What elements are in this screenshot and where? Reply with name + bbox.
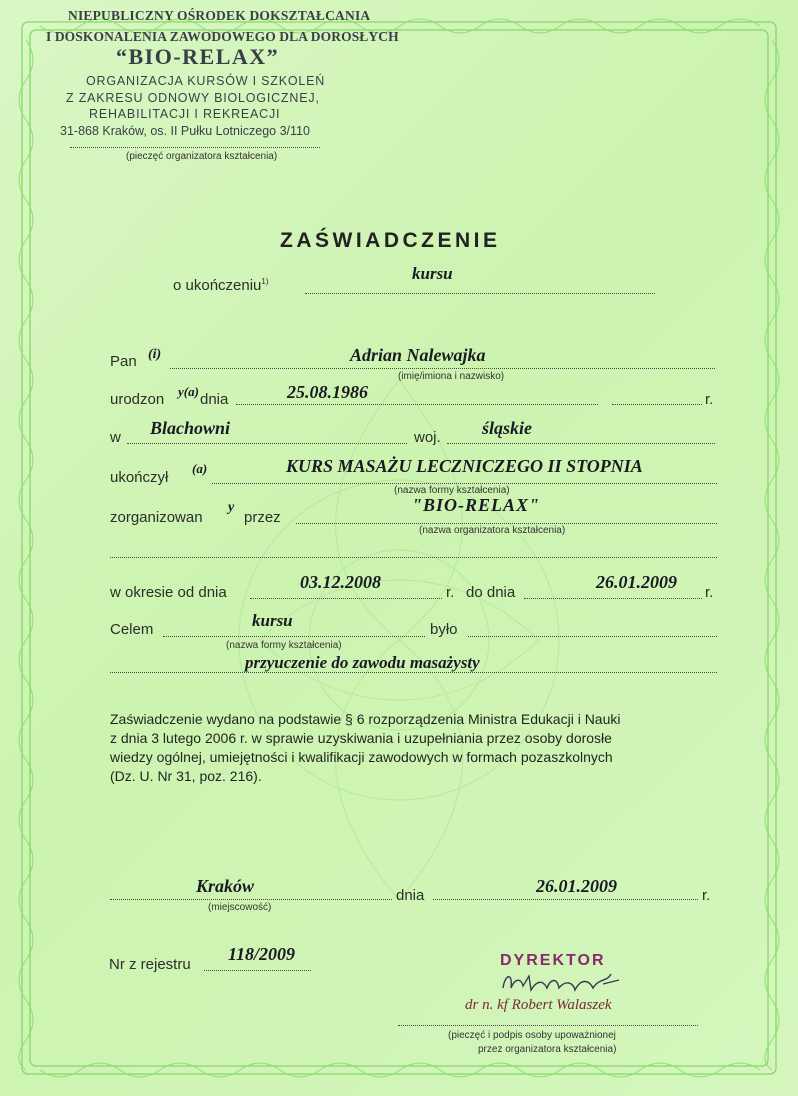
person-name-value: Adrian Nalewajka <box>350 345 486 365</box>
legal-text-line-1: Zaświadczenie wydano na podstawie § 6 rozporządzenia Ministra Edukacji i Nauki <box>110 711 621 727</box>
handwritten-signature <box>495 966 635 1000</box>
register-number-value: 118/2009 <box>228 944 296 964</box>
legal-text-line-3: wiedzy ogólnej, umiejętności i kwalifikacji zawodowych w formach pozaszkolnych <box>110 749 613 765</box>
completed-line <box>212 483 717 484</box>
purpose-form-line <box>163 636 425 637</box>
issue-city-value: Kraków <box>196 876 255 896</box>
birth-date-value: 25.08.1986 <box>287 382 368 402</box>
organized-by-label: przez <box>244 509 281 526</box>
birth-dnia-label: dnia <box>200 391 229 408</box>
voivodeship-value: śląskie <box>482 418 533 438</box>
organized-label: zorganizowan <box>110 509 203 526</box>
stamp-organization-name: “BIO-RELAX” <box>116 44 280 69</box>
purpose-value-line <box>110 672 717 673</box>
issue-date-value: 26.01.2009 <box>536 876 617 896</box>
purpose-form-value: kursu <box>252 611 293 630</box>
register-label: Nr z rejestru <box>109 956 191 973</box>
completion-line <box>305 293 655 294</box>
birth-label: urodzon <box>110 391 165 408</box>
completion-label: o ukończeniu$^{1)}$ <box>173 277 269 294</box>
stamp-org-line-1: ORGANIZACJA KURSÓW I SZKOLEŃ <box>86 74 326 88</box>
purpose-bylo-line <box>468 636 717 637</box>
organizer-value: "BIO-RELAX" <box>412 495 541 515</box>
birthplace-line <box>127 443 407 444</box>
birth-date-line <box>236 404 598 405</box>
completion-form-value: kursu <box>412 264 453 283</box>
completed-caption: (nazwa formy kształcenia) <box>394 485 510 496</box>
signature-caption-line-2: przez organizatora kształcenia) <box>478 1044 617 1055</box>
birthplace-label: w <box>110 429 121 446</box>
purpose-caption: (nazwa formy kształcenia) <box>226 640 342 651</box>
period-from-suffix: r. <box>446 584 455 601</box>
document-title: ZAŚWIADCZENIE <box>280 229 501 252</box>
issue-dnia-label: dnia <box>396 887 425 904</box>
period-from-value: 03.12.2008 <box>300 572 381 592</box>
issue-date-suffix: r. <box>702 887 711 904</box>
organized-line <box>296 523 717 524</box>
signature-line <box>398 1025 698 1026</box>
register-line <box>204 970 311 971</box>
legal-text-line-4: (Dz. U. Nr 31, poz. 216). <box>110 768 262 784</box>
stamp-line-2: I DOSKONALENIA ZAWODOWEGO DLA DOROSŁYCH <box>46 29 399 44</box>
completed-suffix: (a) <box>192 461 208 476</box>
footnote-marker: 1) <box>261 277 269 286</box>
purpose-value: przyuczenie do zawodu masażysty <box>245 653 480 672</box>
stamp-line-1: NIEPUBLICZNY OŚRODEK DOKSZTAŁCANIA <box>68 8 371 23</box>
director-stamp: DYREKTOR <box>500 952 606 969</box>
person-line <box>170 368 715 369</box>
signature-caption-line-1: (pieczęć i podpis osoby upoważnionej <box>448 1030 616 1041</box>
stamp-address: 31-868 Kraków, os. II Pułku Lotniczego 3/110 <box>60 124 310 138</box>
stamp-org-line-3: REHABILITACJI I REKREACJI <box>89 107 281 121</box>
person-caption: (imię/imiona i nazwisko) <box>398 371 505 382</box>
organized-extra-line <box>110 557 717 558</box>
stamp-underline <box>70 147 320 148</box>
period-to-suffix: r. <box>705 584 714 601</box>
signatory-name-stamp: dr n. kf Robert Walaszek <box>465 997 612 1013</box>
period-from-label: w okresie od dnia <box>110 584 227 601</box>
voivodeship-label: woj. <box>414 429 441 446</box>
completed-label: ukończył <box>110 469 169 486</box>
person-label: Pan <box>110 353 137 370</box>
purpose-bylo-label: było <box>430 621 458 638</box>
issue-city-line <box>110 899 392 900</box>
birth-year-suffix: r. <box>705 391 714 408</box>
organized-caption: (nazwa organizatora kształcenia) <box>419 525 566 536</box>
person-suffix: (i) <box>148 347 162 362</box>
period-to-label: do dnia <box>466 584 516 601</box>
period-to-line <box>524 598 702 599</box>
voivodeship-line <box>447 443 715 444</box>
organized-suffix: y <box>228 500 235 515</box>
stamp-caption: (pieczęć organizatora kształcenia) <box>126 151 278 162</box>
issue-city-caption: (miejscowość) <box>208 902 272 913</box>
stamp-org-line-2: Z ZAKRESU ODNOWY BIOLOGICZNEJ, <box>66 91 320 105</box>
birth-year-line <box>612 404 702 405</box>
purpose-label: Celem <box>110 621 154 638</box>
issue-date-line <box>433 899 698 900</box>
birth-suffix: y(a) <box>178 384 199 399</box>
birthplace-city-value: Blachowni <box>150 418 231 438</box>
period-from-line <box>250 598 442 599</box>
completed-course-value: KURS MASAŻU LECZNICZEGO II STOPNIA <box>286 456 643 476</box>
legal-text-line-2: z dnia 3 lutego 2006 r. w sprawie uzyskiwania i uzupełniania przez osoby dorosłe <box>110 730 612 746</box>
period-to-value: 26.01.2009 <box>596 572 677 592</box>
